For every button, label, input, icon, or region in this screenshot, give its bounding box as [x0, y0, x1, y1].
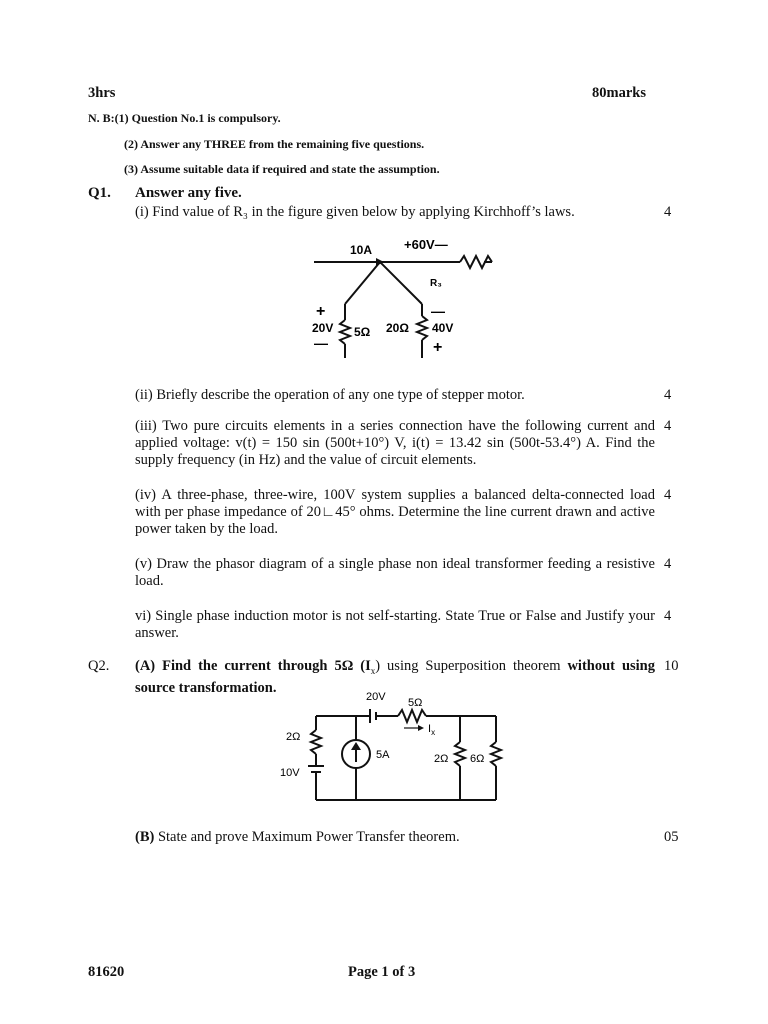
fig2-ix-subscript: x: [431, 728, 436, 737]
duration: 3hrs: [88, 85, 116, 101]
fig1-minus-left: —: [314, 335, 328, 351]
fig2-ix-text: I: [428, 723, 432, 735]
kirchhoff-circuit-figure: [300, 232, 500, 364]
fig2-2ohm-left-label: 2Ω: [286, 731, 301, 743]
q1-part-5: (v) Draw the phasor diagram of a single phase non ideal transformer feeding a resistive load.: [135, 556, 655, 589]
fig2-ix-label: [428, 723, 435, 737]
fig1-20ohm-label: 20Ω: [386, 321, 409, 335]
fig1-r3-label: R₃: [430, 278, 442, 289]
fig1-60v-label: +60V—: [404, 237, 448, 252]
q2-part-a-marks: 10: [664, 658, 679, 674]
q1-heading: Answer any five.: [135, 185, 242, 201]
fig2-20v-label: 20V: [366, 691, 386, 703]
q1-part-2: (ii) Briefly describe the operation of any one type of stepper motor.: [135, 387, 525, 403]
q1-part-6-marks: 4: [664, 608, 672, 624]
q1-part-6: vi) Single phase induction motor is not self-starting. State True or False and Justify your answer.: [135, 608, 655, 641]
note-1: N. B:(1) Question No.1 is compulsory.: [88, 111, 281, 125]
fig1-minus-right: —: [431, 303, 445, 319]
fig2-2ohm-right-label: 2Ω: [434, 753, 449, 765]
q2-part-b: [135, 829, 655, 846]
q1-part-5-marks: 4: [664, 556, 672, 572]
q1-part-4-marks: 4: [664, 487, 672, 503]
q2-part-b-marks: 05: [664, 829, 679, 845]
fig2-6ohm-label: 6Ω: [470, 753, 485, 765]
superposition-circuit-figure: [270, 688, 510, 808]
q2-number: Q2.: [88, 658, 110, 674]
q2-part-a-intro: (A) Find the current through 5Ω (I: [135, 658, 371, 674]
note-3: (3) Assume suitable data if required and state the assumption.: [124, 162, 440, 176]
fig1-plus-right: +: [433, 339, 443, 356]
fig2-5ohm-label: 5Ω: [408, 697, 423, 709]
fig1-40v-label: 40V: [432, 321, 454, 335]
q2-part-b-label: (B): [135, 829, 155, 845]
q1-part-3-marks: 4: [664, 418, 672, 434]
q1-part-1-marks: 4: [664, 204, 672, 220]
q2-part-a-middle: ) using Superposition theorem: [375, 658, 568, 674]
q2-part-b-text: State and prove Maximum Power Transfer theorem.: [154, 829, 460, 845]
page-number: Page 1 of 3: [348, 964, 416, 980]
fig2-10v-label: 10V: [280, 767, 300, 779]
q2-part-a-emphasis: without using source transformation.: [135, 658, 655, 696]
total-marks: 80marks: [592, 85, 646, 101]
q1-part-2-marks: 4: [664, 387, 672, 403]
q1-part-4: (iv) A three-phase, three-wire, 100V system supplies a balanced delta-connected load with per phase impedance of 20∟45° ohms. Determine the line current drawn and active power taken by the load.: [135, 487, 655, 537]
fig1-plus-left: +: [316, 303, 326, 320]
note-2: (2) Answer any THREE from the remaining five questions.: [124, 137, 425, 151]
q2-part-a-subscript: x: [370, 665, 376, 676]
paper-code: 81620: [88, 964, 125, 980]
fig1-5ohm-label: 5Ω: [354, 325, 371, 339]
fig1-current-label: 10A: [350, 243, 373, 257]
fig2-5a-label: 5A: [376, 749, 390, 761]
q1-number: Q1.: [88, 185, 111, 201]
fig1-20v-label: 20V: [312, 321, 334, 335]
q1-part-3: (iii) Two pure circuits elements in a series connection have the following current and applied voltage: v(t) = 150 sin (500t+10°) V, i(t) = 13.42 sin (500t-53.4°) A. Find the supply frequency (in Hz) and the value of circuit elements.: [135, 418, 655, 468]
q1-part-1: (i) Find value of R₃ in the figure given below by applying Kirchhoff’s laws.: [135, 204, 575, 220]
